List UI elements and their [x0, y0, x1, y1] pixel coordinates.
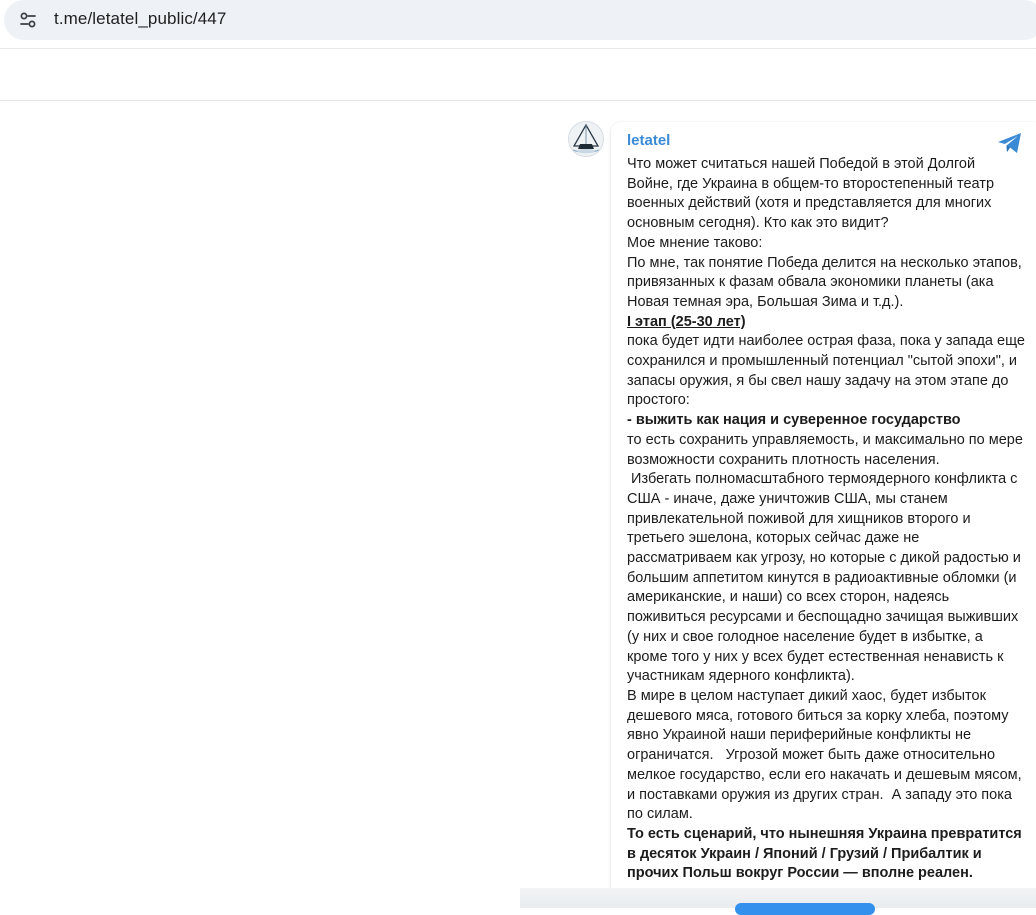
message-bubble	[611, 122, 1036, 890]
message-text	[627, 155, 1029, 884]
bold-paragraph: То есть сценарий, что нынешняя Украина превратится в десяток Украин / Японий / Грузий / Прибалтик и прочих Польш вокруг России — вполне реален.	[627, 825, 1026, 882]
avatar[interactable]	[568, 121, 604, 157]
stage-heading: I этап (25-30 лет)	[627, 313, 746, 330]
paragraph: пока будет идти наиболее острая фаза, пока у запада еще сохранился и промышленный потенциал "сытой эпохи", и запасы оружия, я бы свел нашу задачу на этом этапе до простого:	[627, 333, 1029, 409]
paragraph: По мне, так понятие Победа делится на несколько этапов, привязанных к фазам обвала экономики планеты (ака Новая темная эра, Большая Зима и т.д.).	[627, 254, 1026, 310]
paragraph: Избегать полномасштабного термоядерного конфликта с США - иначе, даже уничтожив США, мы станем привлекательной поживой для хищников второго и третьего эшелона, которых сейчас даже не рассматриваем как угрозу, но которые с дикой радостью и большим аппетитом кинутся в радиоактивные обломки (и американские, и наши) со всех сторон, надеясь поживиться ресурсами и беспощадно зачищая выживших (у них и свое голодное население будет в избытке, а кроме того у них у всех будет естественная ненависть к участникам ядерного конфликта).	[627, 471, 1025, 685]
paragraph: Мое мнение таково:	[627, 234, 763, 251]
browser-address-bar	[0, 0, 1036, 49]
page-header-bar	[0, 49, 1036, 101]
url-text[interactable]: t.me/letatel_public/447	[54, 9, 227, 28]
url-field[interactable]	[4, 0, 1036, 40]
tune-icon[interactable]	[18, 10, 38, 30]
paragraph: то есть сохранить управляемость, и максимально по мере возможности сохранить плотность населения.	[627, 431, 1027, 468]
paragraph: В мире в целом наступает дикий хаос, будет избыток дешевого мяса, готового биться за корку хлеба, поэтому явно Украиной наши периферийные конфликты не ограничатся. Угрозой может быть даже относительно мелкое государство, если его накачать и дешевым мясом, и поставками оружия из других стран. А западу это пока по силам.	[627, 687, 1026, 823]
post-author[interactable]: letatel	[627, 132, 671, 149]
telegram-plane-icon[interactable]	[997, 132, 1023, 154]
bold-paragraph: - выжить как нация и суверенное государство	[627, 412, 961, 429]
paragraph: Что может считаться нашей Победой в этой Долгой Войне, где Украина в общем-то второстепенный театр военных действий (хотя и представляется для многих основным сегодня). Кто как это видит?	[627, 156, 999, 232]
hang-glider-logo-icon	[569, 122, 603, 156]
view-in-telegram-button[interactable]	[735, 903, 875, 915]
